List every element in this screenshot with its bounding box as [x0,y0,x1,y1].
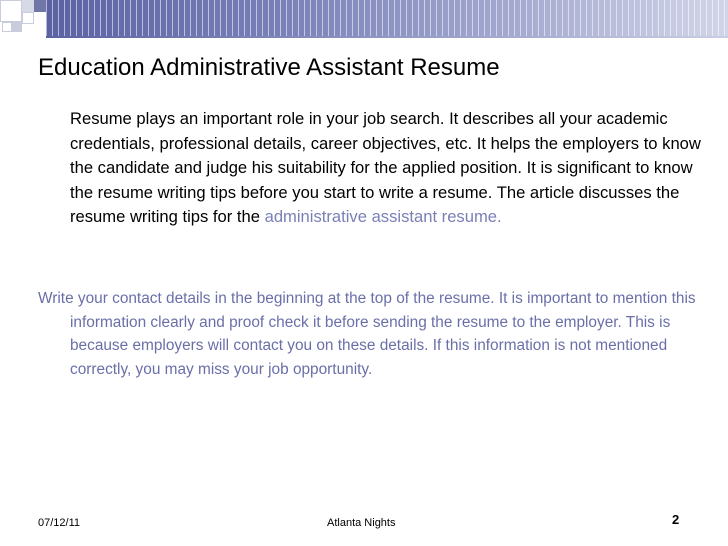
decorative-square [34,0,46,12]
page-number: 2 [672,512,680,527]
decorative-square [12,22,22,32]
decorative-square [22,12,34,24]
decorative-square [0,0,22,22]
decorative-square [22,0,34,12]
intro-paragraph-text: Resume plays an important role in your job search. It describes all your academic credentials, professional details, career objectives, etc. It helps the employers to know the candidate and judge his suitability for the applied position. It is significant to know the resume writing tips before you start to write a resume. The article discusses the resume writing tips for the [70,109,701,227]
header-rule [46,36,728,38]
footer-center-text: Atlanta Nights [327,517,396,529]
administrative-assistant-resume-link[interactable]: administrative assistant resume. [264,207,502,227]
decorative-square [2,22,12,32]
slide-title: Education Administrative Assistant Resume [38,54,500,81]
header-gradient-band [46,0,728,36]
contact-details-paragraph: Write your contact details in the beginning at the top of the resume. It is important to mention this information clearly and proof check it before sending the resume to the employer. This is because employers will contact you on these details. If this information is not mentioned correctly, you may miss your job opportunity. [38,290,696,378]
footer-date: 07/12/11 [38,517,81,529]
intro-paragraph [70,107,702,230]
